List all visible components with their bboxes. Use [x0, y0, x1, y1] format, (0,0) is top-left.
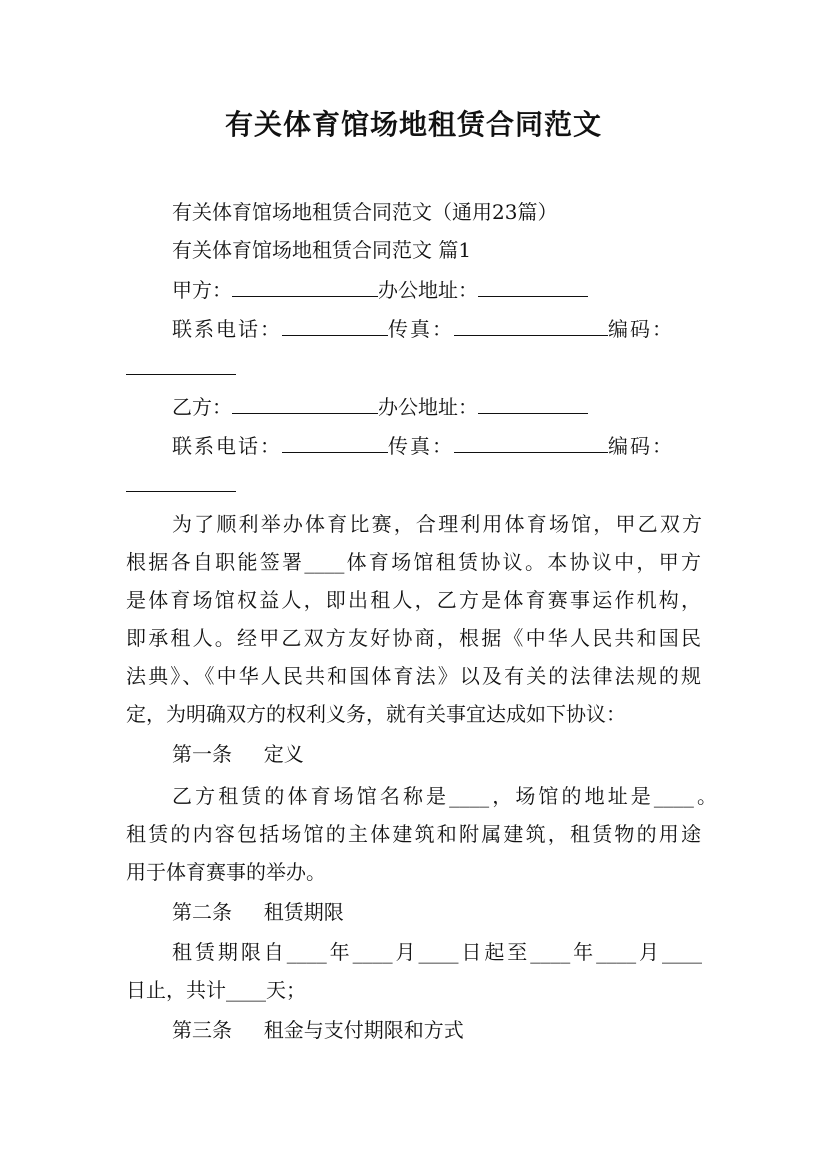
- article-1-heading: 第一条 定义: [172, 742, 304, 766]
- party-b-fax-label: 传真：: [388, 434, 454, 458]
- intro-line: 是体育场馆权益人，即出租人，乙方是体育赛事运作机构，: [126, 588, 701, 612]
- party-a-phone-blank: [282, 315, 388, 336]
- section-heading: 有关体育馆场地租赁合同范文 篇1: [172, 238, 472, 262]
- intro-line: 根据各自职能签署____体育场馆租赁协议。本协议中，甲方: [126, 550, 701, 574]
- party-a-line: [172, 276, 588, 304]
- party-a-address-blank: [478, 276, 588, 297]
- document-subtitle: 有关体育馆场地租赁合同范文（通用23篇）: [172, 200, 558, 224]
- intro-line: 定，为明确双方的权利义务，就有关事宜达成如下协议：: [126, 702, 626, 726]
- party-b-label: 乙方：: [172, 395, 232, 419]
- intro-line: 为了顺利举办体育比赛，合理利用体育场馆，甲乙双方: [172, 512, 702, 536]
- party-b-postcode-line: [126, 471, 236, 499]
- party-b-line: [172, 393, 588, 421]
- party-a-postcode-label: 编码：: [608, 317, 674, 341]
- article-2-line: 租赁期限自____年____月____日起至____年____月____: [172, 940, 702, 964]
- party-a-address-label: 办公地址：: [378, 278, 478, 302]
- party-a-fax-blank: [454, 315, 608, 336]
- party-b-postcode-label: 编码：: [608, 434, 674, 458]
- document-title: 有关体育馆场地租赁合同范文: [224, 108, 602, 141]
- article-3-heading: 第三条 租金与支付期限和方式: [172, 1018, 464, 1042]
- party-a-fax-label: 传真：: [388, 317, 454, 341]
- party-a-postcode-blank: [126, 354, 236, 375]
- party-b-postcode-blank: [126, 471, 236, 492]
- article-1-line: 租赁的内容包括场馆的主体建筑和附属建筑，租赁物的用途: [126, 822, 701, 846]
- article-2-heading: 第二条 租赁期限: [172, 900, 344, 924]
- party-b-phone-blank: [282, 432, 388, 453]
- party-b-phone-label: 联系电话：: [172, 434, 282, 458]
- party-b-name-blank: [232, 393, 378, 414]
- party-b-contact-line: [172, 432, 674, 460]
- article-2-line: 日止，共计____天；: [126, 978, 306, 1002]
- party-b-address-blank: [478, 393, 588, 414]
- party-a-postcode-line: [126, 354, 236, 382]
- party-b-address-label: 办公地址：: [378, 395, 478, 419]
- party-a-phone-label: 联系电话：: [172, 317, 282, 341]
- party-a-label: 甲方：: [172, 278, 232, 302]
- intro-line: 法典》、《中华人民共和国体育法》以及有关的法律法规的规: [126, 664, 701, 688]
- article-1-line: 用于体育赛事的举办。: [126, 860, 326, 884]
- party-a-name-blank: [232, 276, 378, 297]
- party-a-contact-line: [172, 315, 674, 343]
- party-b-fax-blank: [454, 432, 608, 453]
- article-1-line: 乙方租赁的体育场馆名称是____，场馆的地址是____。: [172, 784, 717, 808]
- intro-line: 即承租人。经甲乙双方友好协商，根据《中华人民共和国民: [126, 626, 701, 650]
